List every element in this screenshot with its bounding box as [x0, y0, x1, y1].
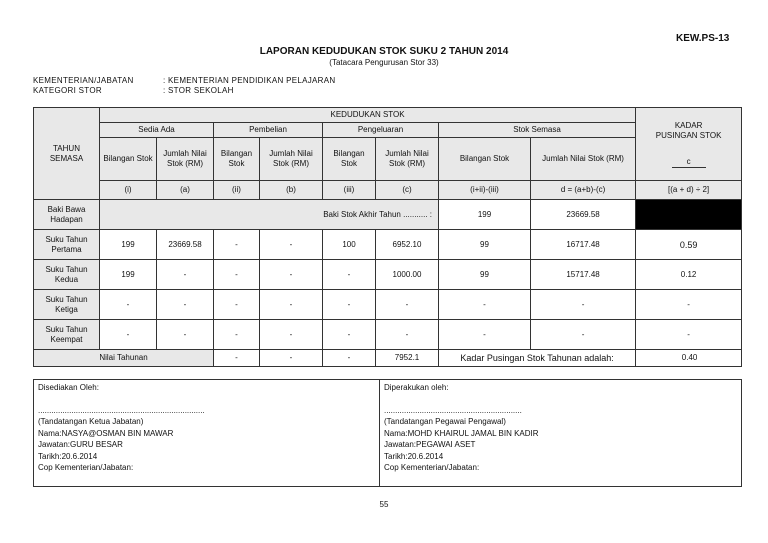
- cell: -: [376, 320, 439, 350]
- header-kedudukan-stok: KEDUDUKAN STOK: [100, 108, 636, 123]
- col-jumlah-a: Jumlah Nilai Stok (RM): [157, 138, 214, 181]
- row-label: Suku Tahun Ketiga: [34, 290, 100, 320]
- cell: -: [439, 320, 531, 350]
- cell-kadar: -: [636, 290, 742, 320]
- baki-jumlah: 23669.58: [531, 200, 636, 230]
- signature-line: ...........................................................................: [38, 405, 205, 415]
- cell: -: [376, 290, 439, 320]
- baki-kadar-blackout: [636, 200, 742, 230]
- cell: 1000.00: [376, 260, 439, 290]
- table-row: [34, 290, 742, 320]
- signature-table: [33, 379, 742, 487]
- baki-bilangan: 199: [439, 200, 531, 230]
- cell-kadar: -: [636, 320, 742, 350]
- baki-stok-akhir: Baki Stok Akhir Tahun ........... :: [100, 200, 439, 230]
- code-c: (c): [376, 181, 439, 200]
- cell: -: [214, 290, 260, 320]
- group-pengeluaran: Pengeluaran: [323, 123, 439, 138]
- cell: -: [157, 290, 214, 320]
- signature-prepared-by: [34, 380, 380, 487]
- code-d: d = (a+b)-(c): [531, 181, 636, 200]
- row-label: Suku Tahun Kedua: [34, 260, 100, 290]
- group-pembelian: Pembelian: [214, 123, 323, 138]
- cell: 16717.48: [531, 230, 636, 260]
- table-row: [34, 230, 742, 260]
- cell: -: [531, 320, 636, 350]
- code-ii: (ii): [214, 181, 260, 200]
- cell: -: [214, 260, 260, 290]
- cell-kadar: 0.59: [636, 230, 742, 260]
- signer-position: Jawatan:PEGAWAI ASET: [384, 440, 476, 449]
- cell: -: [214, 320, 260, 350]
- nilai-ii: -: [214, 350, 260, 367]
- signature-approved-by: [380, 380, 742, 487]
- row-label-baki: Baki Bawa Hadapan: [34, 200, 100, 230]
- col-bilangan-semasa: Bilangan Stok: [439, 138, 531, 181]
- col-jumlah-b: Jumlah Nilai Stok (RM): [260, 138, 323, 181]
- table-row: [34, 260, 742, 290]
- col-bilangan-iii: Bilangan Stok: [323, 138, 376, 181]
- nilai-c: 7952.1: [376, 350, 439, 367]
- signer-stamp: Cop Kementerian/Jabatan:: [38, 463, 134, 472]
- code-b: (b): [260, 181, 323, 200]
- signer-position: Jawatan:GURU BESAR: [38, 440, 123, 449]
- cell: 23669.58: [157, 230, 214, 260]
- cell: 99: [439, 230, 531, 260]
- cell: -: [157, 320, 214, 350]
- ministry-label: KEMENTERIAN/JABATAN: [33, 76, 134, 85]
- prepared-heading: Disediakan Oleh:: [38, 383, 99, 392]
- kadar-title: KADAR PUSINGAN STOK: [655, 120, 722, 140]
- kadar-numerator: c: [672, 157, 706, 168]
- approved-heading: Diperakukan oleh:: [384, 383, 449, 392]
- category-value: : STOR SEKOLAH: [163, 86, 234, 95]
- signature-line: ..............................................................: [384, 405, 522, 415]
- cell: -: [157, 260, 214, 290]
- cell: -: [100, 290, 157, 320]
- kadar-tahunan-label: Kadar Pusingan Stok Tahunan adalah:: [439, 350, 636, 367]
- signer-stamp: Cop Kementerian/Jabatan:: [384, 463, 480, 472]
- code-kadar-formula: [(a + d) ÷ 2]: [636, 181, 742, 200]
- header-tahun-semasa: TAHUN SEMASA: [34, 108, 100, 200]
- cell: -: [260, 230, 323, 260]
- col-bilangan-ii: Bilangan Stok: [214, 138, 260, 181]
- cell: -: [439, 290, 531, 320]
- code-a: (a): [157, 181, 214, 200]
- nilai-b: -: [260, 350, 323, 367]
- table-row: [34, 320, 742, 350]
- group-stok-semasa: Stok Semasa: [439, 123, 636, 138]
- code-i-ii-iii: (i+ii)-(iii): [439, 181, 531, 200]
- signature-role: (Tandatangan Ketua Jabatan): [38, 417, 144, 426]
- nilai-iii: -: [323, 350, 376, 367]
- cell: -: [323, 320, 376, 350]
- code-iii: (iii): [323, 181, 376, 200]
- cell: 199: [100, 230, 157, 260]
- signer-name: Nama:NASYA@OSMAN BIN MAWAR: [38, 428, 174, 438]
- cell: -: [214, 230, 260, 260]
- cell: -: [323, 260, 376, 290]
- col-bilangan-i: Bilangan Stok: [100, 138, 157, 181]
- cell: -: [260, 320, 323, 350]
- cell: -: [260, 260, 323, 290]
- signature-role: (Tandatangan Pegawai Pengawal): [384, 417, 506, 426]
- group-sedia-ada: Sedia Ada: [100, 123, 214, 138]
- cell: -: [260, 290, 323, 320]
- cell: -: [100, 320, 157, 350]
- cell: -: [531, 290, 636, 320]
- stock-position-table: [33, 107, 742, 367]
- cell: 199: [100, 260, 157, 290]
- signer-date: Tarikh:20.6.2014: [38, 451, 98, 461]
- row-label: Suku Tahun Keempat: [34, 320, 100, 350]
- nilai-tahunan-label: Nilai Tahunan: [34, 350, 214, 367]
- cell: 6952.10: [376, 230, 439, 260]
- signer-date: Tarikh:20.6.2014: [384, 451, 444, 461]
- col-jumlah-c: Jumlah Nilai Stok (RM): [376, 138, 439, 181]
- row-label: Suku Tahun Pertama: [34, 230, 100, 260]
- report-subtitle: (Tatacara Pengurusan Stor 33): [329, 58, 439, 67]
- cell-kadar: 0.12: [636, 260, 742, 290]
- cell: 99: [439, 260, 531, 290]
- kadar-tahunan-value: 0.40: [636, 350, 742, 367]
- cell: -: [323, 290, 376, 320]
- form-code: KEW.PS-13: [676, 33, 730, 44]
- col-jumlah-d: Jumlah Nilai Stok (RM): [531, 138, 636, 181]
- category-label: KATEGORI STOR: [33, 86, 102, 95]
- cell: 15717.48: [531, 260, 636, 290]
- signer-name: Nama:MOHD KHAIRUL JAMAL BIN KADIR: [384, 428, 539, 438]
- code-i: (i): [100, 181, 157, 200]
- cell: 100: [323, 230, 376, 260]
- ministry-value: : KEMENTERIAN PENDIDIKAN PELAJARAN: [163, 76, 336, 85]
- report-title: LAPORAN KEDUDUKAN STOK SUKU 2 TAHUN 2014: [259, 46, 509, 57]
- page-number: 55: [379, 500, 389, 509]
- header-kadar-pusingan: [636, 108, 742, 181]
